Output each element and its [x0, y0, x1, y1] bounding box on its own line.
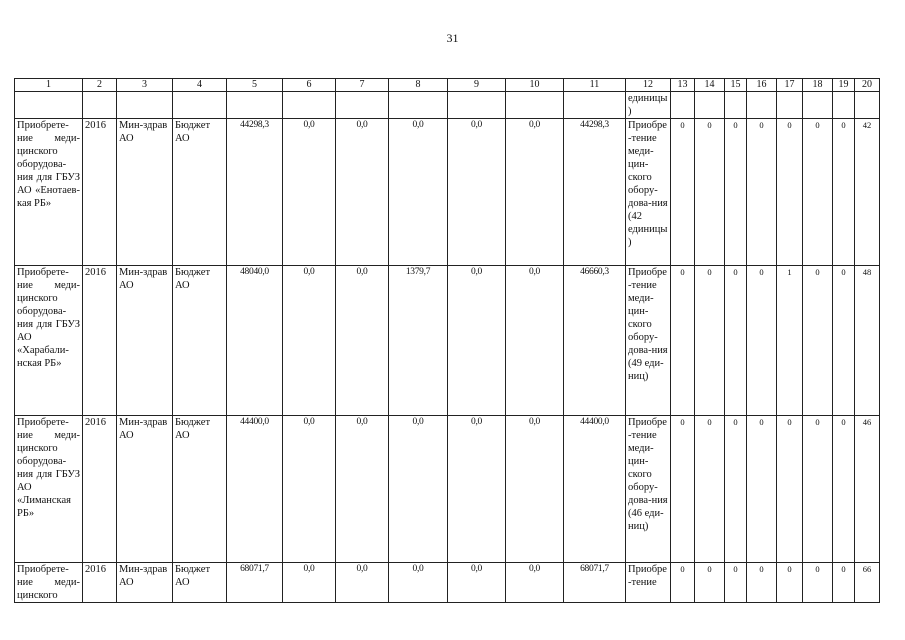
- indicator-cell: 46: [855, 416, 880, 563]
- amount-cell: 0,0: [448, 119, 506, 266]
- year-cell: 2016: [83, 266, 117, 416]
- indicator-cell: 0: [671, 119, 695, 266]
- indicator-cell: 0: [747, 416, 777, 563]
- indicator-cell: 0: [671, 563, 695, 603]
- activity-name-cell: Приобрете-ние меди-цинского оборудова-ния для ГБУЗ АО «Енотаев-кая РБ»: [15, 119, 83, 266]
- amount-cell: 46660,3: [564, 266, 626, 416]
- header-cell: 11: [564, 79, 626, 92]
- table-cell: [564, 92, 626, 119]
- table-cell: [695, 92, 725, 119]
- table-cell: [725, 92, 747, 119]
- indicator-cell: 0: [777, 416, 803, 563]
- amount-cell: 1379,7: [389, 266, 448, 416]
- table-cell: [83, 92, 117, 119]
- indicator-cell: 0: [695, 416, 725, 563]
- result-cell: единицы): [626, 92, 671, 119]
- agency-cell: Мин-здрав АО: [117, 266, 173, 416]
- amount-cell: 0,0: [506, 119, 564, 266]
- header-cell: 18: [803, 79, 833, 92]
- activity-name-cell: Приобрете-ние меди-цинского оборудова-ния для ГБУЗ АО «Харабали-нская РБ»: [15, 266, 83, 416]
- table-cell: [117, 92, 173, 119]
- amount-cell: 0,0: [283, 266, 336, 416]
- indicator-cell: 0: [747, 266, 777, 416]
- source-cell: Бюджет АО: [173, 119, 227, 266]
- amount-cell: 0,0: [336, 563, 389, 603]
- table-cell: [448, 92, 506, 119]
- table-cell: [336, 92, 389, 119]
- amount-cell: 0,0: [336, 119, 389, 266]
- amount-cell: 0,0: [283, 416, 336, 563]
- table-cell: [283, 92, 336, 119]
- amount-cell: 0,0: [389, 416, 448, 563]
- table-cell: [15, 92, 83, 119]
- activity-name-cell: Приобрете-ние меди-цинского оборудова-ния для ГБУЗ АО «Лиманская РБ»: [15, 416, 83, 563]
- header-cell: 4: [173, 79, 227, 92]
- amount-cell: 0,0: [389, 119, 448, 266]
- amount-cell: 0,0: [283, 119, 336, 266]
- indicator-cell: 42: [855, 119, 880, 266]
- indicator-cell: 0: [695, 266, 725, 416]
- table-cell: [389, 92, 448, 119]
- header-cell: 9: [448, 79, 506, 92]
- indicator-cell: 0: [803, 563, 833, 603]
- agency-cell: Мин-здрав АО: [117, 563, 173, 603]
- header-cell: 10: [506, 79, 564, 92]
- table-row: [15, 563, 880, 603]
- table-cell: [855, 92, 880, 119]
- amount-cell: 44400,0: [564, 416, 626, 563]
- header-cell: 13: [671, 79, 695, 92]
- header-row: [15, 79, 880, 92]
- amount-cell: 68071,7: [227, 563, 283, 603]
- header-cell: 12: [626, 79, 671, 92]
- table-row: [15, 266, 880, 416]
- indicator-cell: 0: [803, 119, 833, 266]
- header-cell: 8: [389, 79, 448, 92]
- indicator-cell: 48: [855, 266, 880, 416]
- header-cell: 19: [833, 79, 855, 92]
- indicator-cell: 0: [803, 416, 833, 563]
- header-cell: 1: [15, 79, 83, 92]
- indicator-cell: 0: [833, 416, 855, 563]
- indicator-cell: 0: [777, 119, 803, 266]
- amount-cell: 0,0: [448, 563, 506, 603]
- amount-cell: 0,0: [506, 563, 564, 603]
- agency-cell: Мин-здрав АО: [117, 416, 173, 563]
- result-cell: Приобре-тение меди-цин-ского обору-дова-ния (46 еди-ниц): [626, 416, 671, 563]
- header-cell: 7: [336, 79, 389, 92]
- header-cell: 17: [777, 79, 803, 92]
- table-cell: [506, 92, 564, 119]
- continuation-row: [15, 92, 880, 119]
- year-cell: 2016: [83, 563, 117, 603]
- amount-cell: 0,0: [336, 266, 389, 416]
- indicator-cell: 0: [833, 563, 855, 603]
- indicator-cell: 0: [695, 563, 725, 603]
- table-cell: [671, 92, 695, 119]
- amount-cell: 0,0: [448, 266, 506, 416]
- indicator-cell: 0: [725, 563, 747, 603]
- indicator-cell: 0: [725, 119, 747, 266]
- amount-cell: 0,0: [389, 563, 448, 603]
- header-cell: 16: [747, 79, 777, 92]
- result-cell: Приобре-тение меди-цин-ского обору-дова-ния (42 единицы): [626, 119, 671, 266]
- table-cell: [833, 92, 855, 119]
- indicator-cell: 0: [671, 416, 695, 563]
- year-cell: 2016: [83, 119, 117, 266]
- amount-cell: 48040,0: [227, 266, 283, 416]
- indicator-cell: 0: [747, 119, 777, 266]
- year-cell: 2016: [83, 416, 117, 563]
- source-cell: Бюджет АО: [173, 266, 227, 416]
- header-cell: 6: [283, 79, 336, 92]
- result-cell: Приобре-тение: [626, 563, 671, 603]
- amount-cell: 44400,0: [227, 416, 283, 563]
- table-cell: [803, 92, 833, 119]
- table-cell: [227, 92, 283, 119]
- header-cell: 3: [117, 79, 173, 92]
- amount-cell: 0,0: [336, 416, 389, 563]
- indicator-cell: 0: [747, 563, 777, 603]
- table-row: [15, 119, 880, 266]
- indicator-cell: 0: [725, 416, 747, 563]
- header-cell: 5: [227, 79, 283, 92]
- indicator-cell: 0: [777, 563, 803, 603]
- agency-cell: Мин-здрав АО: [117, 119, 173, 266]
- indicator-cell: 0: [671, 266, 695, 416]
- table-cell: [747, 92, 777, 119]
- table-row: [15, 416, 880, 563]
- amount-cell: 44298,3: [227, 119, 283, 266]
- indicator-cell: 66: [855, 563, 880, 603]
- page-number: 31: [446, 31, 459, 45]
- source-cell: Бюджет АО: [173, 563, 227, 603]
- amount-cell: 0,0: [506, 266, 564, 416]
- indicator-cell: 0: [695, 119, 725, 266]
- amount-cell: 0,0: [506, 416, 564, 563]
- header-cell: 14: [695, 79, 725, 92]
- table-cell: [173, 92, 227, 119]
- header-cell: 2: [83, 79, 117, 92]
- indicator-cell: 1: [777, 266, 803, 416]
- amount-cell: 0,0: [448, 416, 506, 563]
- header-cell: 15: [725, 79, 747, 92]
- activity-name-cell: Приобрете-ние меди-цинского: [15, 563, 83, 603]
- indicator-cell: 0: [833, 266, 855, 416]
- indicator-cell: 0: [725, 266, 747, 416]
- header-cell: 20: [855, 79, 880, 92]
- budget-table: [14, 78, 880, 603]
- amount-cell: 44298,3: [564, 119, 626, 266]
- amount-cell: 0,0: [283, 563, 336, 603]
- indicator-cell: 0: [833, 119, 855, 266]
- indicator-cell: 0: [803, 266, 833, 416]
- amount-cell: 68071,7: [564, 563, 626, 603]
- source-cell: Бюджет АО: [173, 416, 227, 563]
- result-cell: Приобре-тение меди-цин-ского обору-дова-ния (49 еди-ниц): [626, 266, 671, 416]
- table-cell: [777, 92, 803, 119]
